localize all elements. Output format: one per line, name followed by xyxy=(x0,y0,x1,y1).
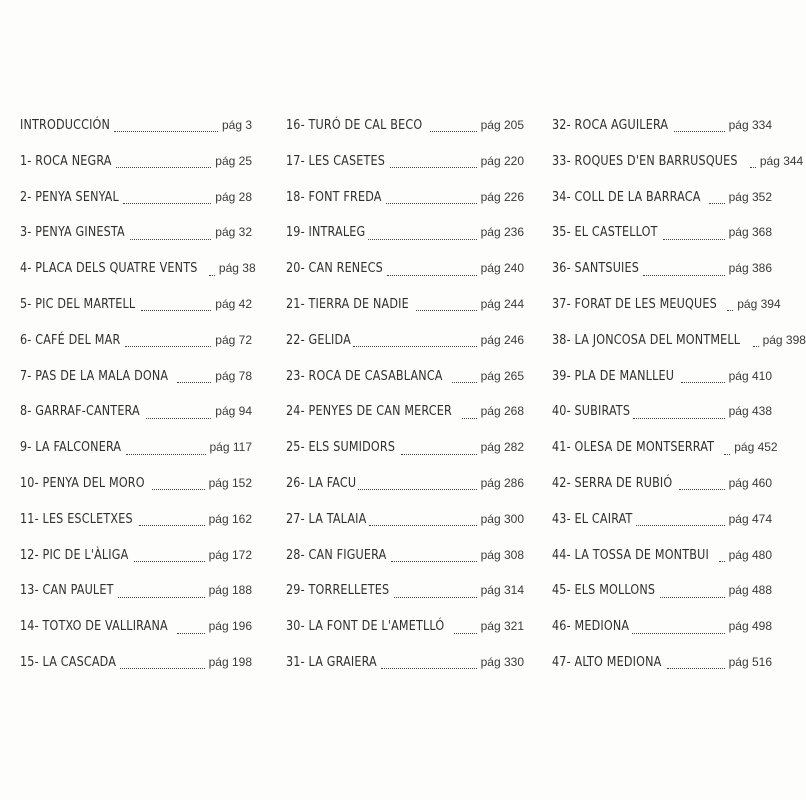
toc-entry-title: 33- ROQUES D'EN BARRUSQUES xyxy=(552,152,738,169)
dot-leader xyxy=(134,561,205,562)
toc-entry-page: pág 78 xyxy=(215,368,252,383)
toc-entry[interactable] xyxy=(20,251,256,287)
toc-entry-title: 35- EL CASTELLOT xyxy=(552,224,658,241)
toc-entry-title: 18- FONT FREDA xyxy=(286,188,382,205)
toc-entry-page: pág 240 xyxy=(480,261,524,276)
toc-entry-page: pág 386 xyxy=(728,261,772,276)
toc-entry[interactable] xyxy=(552,538,772,574)
toc-entry-page: pág 268 xyxy=(480,404,524,419)
toc-entry-page: pág 300 xyxy=(480,511,524,526)
toc-entry-title: 13- CAN PAULET xyxy=(20,582,114,599)
dot-leader xyxy=(416,310,477,311)
toc-entry-page: pág 394 xyxy=(737,296,781,311)
toc-entry-page: pág 330 xyxy=(480,654,524,669)
dot-leader xyxy=(358,489,476,490)
toc-entry-title: 10- PENYA DEL MORO xyxy=(20,474,145,491)
toc-entry[interactable] xyxy=(552,180,772,216)
dot-leader xyxy=(679,489,725,490)
toc-entry[interactable] xyxy=(286,287,524,323)
toc-entry-title: 3- PENYA GINESTA xyxy=(20,224,125,241)
toc-entry-page: pág 226 xyxy=(480,189,524,204)
toc-column-1 xyxy=(20,108,256,681)
toc-entry[interactable] xyxy=(286,538,524,574)
toc-entry[interactable] xyxy=(552,502,772,538)
dot-leader xyxy=(177,633,205,634)
toc-entry-page: pág 172 xyxy=(208,547,252,562)
toc-entry-page: pág 480 xyxy=(728,547,772,562)
toc-entry[interactable] xyxy=(20,430,252,466)
toc-entry[interactable] xyxy=(20,287,252,323)
toc-entry-page: pág 246 xyxy=(480,332,524,347)
toc-entry-title: 17- LES CASETES xyxy=(286,152,386,169)
toc-entry-title: 1- ROCA NEGRA xyxy=(20,152,112,169)
toc-entry[interactable] xyxy=(20,645,252,681)
toc-entry[interactable] xyxy=(20,180,252,216)
toc-entry-page: pág 286 xyxy=(480,475,524,490)
toc-entry[interactable] xyxy=(20,502,252,538)
dot-leader xyxy=(462,418,476,419)
toc-entry-title: 20- CAN RENECS xyxy=(286,260,383,277)
dot-leader xyxy=(118,597,205,598)
toc-entry-page: pág 152 xyxy=(208,475,252,490)
toc-entry-page: pág 205 xyxy=(480,118,524,132)
toc-entry-page: pág 334 xyxy=(728,118,772,132)
dot-leader xyxy=(116,167,212,168)
dot-leader xyxy=(146,418,211,419)
toc-entry-title: 44- LA TOSSA DE MONTBUI xyxy=(552,546,709,563)
toc-entry[interactable] xyxy=(552,251,772,287)
toc-entry[interactable] xyxy=(20,323,252,359)
dot-leader xyxy=(660,597,724,598)
dot-leader xyxy=(753,346,759,347)
dot-leader xyxy=(139,525,205,526)
toc-entry-page: pág 196 xyxy=(208,619,252,634)
toc-entry-page: pág 244 xyxy=(480,296,524,311)
toc-entry-title: 19- INTRALEG xyxy=(286,224,366,241)
toc-entry[interactable] xyxy=(286,323,524,359)
toc-entry[interactable] xyxy=(552,144,804,180)
dot-leader xyxy=(391,561,476,562)
dot-leader xyxy=(727,310,733,311)
toc-entry[interactable] xyxy=(286,645,524,681)
toc-entry[interactable] xyxy=(20,573,252,609)
toc-entry-page: pág 188 xyxy=(208,583,252,598)
dot-leader xyxy=(368,239,476,240)
toc-entry[interactable] xyxy=(552,323,806,359)
toc-entry-page: pág 410 xyxy=(728,368,772,383)
toc-entry-page: pág 352 xyxy=(728,189,772,204)
toc-entry-title: 5- PIC DEL MARTELL xyxy=(20,295,136,312)
toc-entry-page: pág 28 xyxy=(215,189,252,204)
toc-entry-title: 27- LA TALAIA xyxy=(286,510,367,527)
toc-entry-page: pág 282 xyxy=(480,440,524,455)
toc-entry[interactable] xyxy=(20,394,252,430)
toc-entry-title: 43- EL CAIRAT xyxy=(552,510,633,527)
dot-leader xyxy=(387,275,476,276)
toc-entry-title: 25- ELS SUMIDORS xyxy=(286,439,396,456)
toc-entry[interactable] xyxy=(552,609,772,645)
dot-leader xyxy=(674,131,724,132)
toc-entry[interactable] xyxy=(286,251,524,287)
toc-entry-page: pág 344 xyxy=(759,153,804,168)
toc-entry-page: pág 498 xyxy=(728,619,772,634)
toc-entry[interactable] xyxy=(20,108,252,144)
dot-leader xyxy=(390,167,477,168)
toc-entry[interactable] xyxy=(552,645,772,681)
toc-entry-page: pág 474 xyxy=(728,511,772,526)
toc-entry[interactable] xyxy=(286,215,524,251)
toc-entry-page: pág 25 xyxy=(215,153,252,168)
toc-entry-title: 7- PAS DE LA MALA DONA xyxy=(20,367,169,384)
toc-entry-title: 6- CAFÉ DEL MAR xyxy=(20,331,121,348)
toc-entry-title: 23- ROCA DE CASABLANCA xyxy=(286,367,443,384)
toc-entry-title: 2- PENYA SENYAL xyxy=(20,188,119,205)
dot-leader xyxy=(454,633,477,634)
toc-column-2 xyxy=(286,108,524,681)
toc-entry-page: pág 265 xyxy=(480,368,524,383)
toc-entry[interactable] xyxy=(552,466,772,502)
toc-entry-title: 45- ELS MOLLONS xyxy=(552,582,656,599)
toc-entry-title: 36- SANTSUIES xyxy=(552,260,640,277)
toc-entry-title: 46- MEDIONA xyxy=(552,618,630,635)
toc-entry[interactable] xyxy=(286,144,524,180)
toc-entry-page: pág 398 xyxy=(762,332,806,347)
toc-entry[interactable] xyxy=(20,609,252,645)
toc-entry[interactable] xyxy=(286,108,524,144)
toc-entry[interactable] xyxy=(20,359,252,395)
dot-leader xyxy=(386,203,477,204)
dot-leader xyxy=(394,597,476,598)
toc-entry-page: pág 32 xyxy=(215,225,252,240)
dot-leader xyxy=(353,346,477,347)
toc-entry-page: pág 117 xyxy=(209,440,252,455)
dot-leader xyxy=(114,131,218,132)
toc-entry-page: pág 72 xyxy=(215,332,252,347)
toc-entry[interactable] xyxy=(286,359,524,395)
dot-leader xyxy=(152,489,205,490)
toc-entry-title: 47- ALTO MEDIONA xyxy=(552,653,662,670)
toc-entry-title: 32- ROCA AGUILERA xyxy=(552,117,669,133)
toc-entry-page: pág 460 xyxy=(728,475,772,490)
toc-entry-title: 39- PLA DE MANLLEU xyxy=(552,367,675,384)
toc-entry[interactable] xyxy=(286,394,524,430)
toc-entry[interactable] xyxy=(552,215,772,251)
dot-leader xyxy=(381,668,477,669)
toc-entry[interactable] xyxy=(552,287,781,323)
toc-entry-page: pág 236 xyxy=(480,225,524,240)
toc-entry-title: 8- GARRAF-CANTERA xyxy=(20,403,140,420)
toc-entry[interactable] xyxy=(552,430,778,466)
dot-leader xyxy=(636,525,725,526)
toc-entry-title: 28- CAN FIGUERA xyxy=(286,546,387,563)
toc-entry[interactable] xyxy=(286,430,524,466)
dot-leader xyxy=(632,633,725,634)
toc-entry-title: 34- COLL DE LA BARRACA xyxy=(552,188,701,205)
dot-leader xyxy=(125,346,211,347)
toc-entry-title: 21- TIERRA DE NADIE xyxy=(286,295,409,312)
toc-entry-title: 4- PLACA DELS QUATRE VENTS xyxy=(20,260,198,277)
toc-entry-page: pág 438 xyxy=(728,404,772,419)
dot-leader xyxy=(633,418,725,419)
toc-entry-page: pág 314 xyxy=(480,583,524,598)
toc-entry-page: pág 220 xyxy=(480,153,524,168)
toc-entry-title: 14- TOTXO DE VALLIRANA xyxy=(20,618,168,635)
toc-entry[interactable] xyxy=(552,108,772,144)
toc-entry-page: pág 38 xyxy=(218,261,256,276)
toc-entry-title: 15- LA CASCADA xyxy=(20,653,117,670)
toc-entry-title: INTRODUCCIÓN xyxy=(20,117,111,133)
toc-entry-title: 42- SERRA DE RUBIÓ xyxy=(552,474,673,491)
dot-leader xyxy=(141,310,211,311)
dot-leader xyxy=(667,668,725,669)
toc-entry-title: 29- TORRELLETES xyxy=(286,582,390,599)
toc-entry-title: 11- LES ESCLETXES xyxy=(20,510,133,527)
dot-leader xyxy=(177,382,211,383)
toc-entry-page: pág 42 xyxy=(215,296,252,311)
toc-entry-page: pág 516 xyxy=(728,654,772,669)
toc-entry[interactable] xyxy=(20,144,252,180)
toc-entry-title: 30- LA FONT DE L'AMETLLÓ xyxy=(286,618,445,635)
dot-leader xyxy=(209,275,215,276)
dot-leader xyxy=(430,131,476,132)
dot-leader xyxy=(709,203,724,204)
toc-entry[interactable] xyxy=(286,609,524,645)
toc-entry-title: 24- PENYES DE CAN MERCER xyxy=(286,403,452,420)
toc-entry-page: pág 162 xyxy=(208,511,252,526)
toc-entry[interactable] xyxy=(286,573,524,609)
dot-leader xyxy=(369,525,476,526)
toc-entry[interactable] xyxy=(20,466,252,502)
toc-entry-page: pág 3 xyxy=(221,118,252,132)
toc-entry-page: pág 488 xyxy=(728,583,772,598)
toc-entry-page: pág 308 xyxy=(480,547,524,562)
dot-leader xyxy=(452,382,476,383)
toc-entry[interactable] xyxy=(286,466,524,502)
dot-leader xyxy=(130,239,211,240)
toc-entry-title: 22- GELIDA xyxy=(286,331,351,348)
toc-entry-title: 16- TURÓ DE CAL BECO xyxy=(286,117,423,133)
toc-entry-title: 9- LA FALCONERA xyxy=(20,439,122,456)
toc-entry-title: 26- LA FACU xyxy=(286,474,357,491)
dot-leader xyxy=(663,239,725,240)
dot-leader xyxy=(120,668,204,669)
toc-entry[interactable] xyxy=(20,538,252,574)
toc-entry-page: pág 368 xyxy=(728,225,772,240)
dot-leader xyxy=(719,561,725,562)
toc-entry-title: 38- LA JONCOSA DEL MONTMELL xyxy=(552,331,741,348)
dot-leader xyxy=(401,454,477,455)
dot-leader xyxy=(681,382,725,383)
dot-leader xyxy=(126,454,205,455)
toc-entry-title: 40- SUBIRATS xyxy=(552,403,631,420)
toc-entry[interactable] xyxy=(552,394,772,430)
toc-entry-page: pág 94 xyxy=(215,404,252,419)
toc-column-3 xyxy=(552,108,806,681)
toc-entry-page: pág 198 xyxy=(208,654,252,669)
dot-leader xyxy=(123,203,211,204)
toc-entry-page: pág 452 xyxy=(734,440,778,455)
toc-entry-page: pág 321 xyxy=(480,619,524,634)
toc-entry[interactable] xyxy=(20,215,252,251)
dot-leader xyxy=(643,275,725,276)
dot-leader xyxy=(750,167,756,168)
toc-entry-title: 41- OLESA DE MONTSERRAT xyxy=(552,439,715,456)
toc-entry[interactable] xyxy=(552,359,772,395)
toc-entry-title: 31- LA GRAIERA xyxy=(286,653,377,670)
toc-entry-title: 37- FORAT DE LES MEUQUES xyxy=(552,295,717,312)
toc-entry[interactable] xyxy=(552,573,772,609)
toc-entry[interactable] xyxy=(286,502,524,538)
dot-leader xyxy=(724,454,730,455)
toc-entry[interactable] xyxy=(286,180,524,216)
toc-entry-title: 12- PIC DE L'ÀLIGA xyxy=(20,546,129,563)
